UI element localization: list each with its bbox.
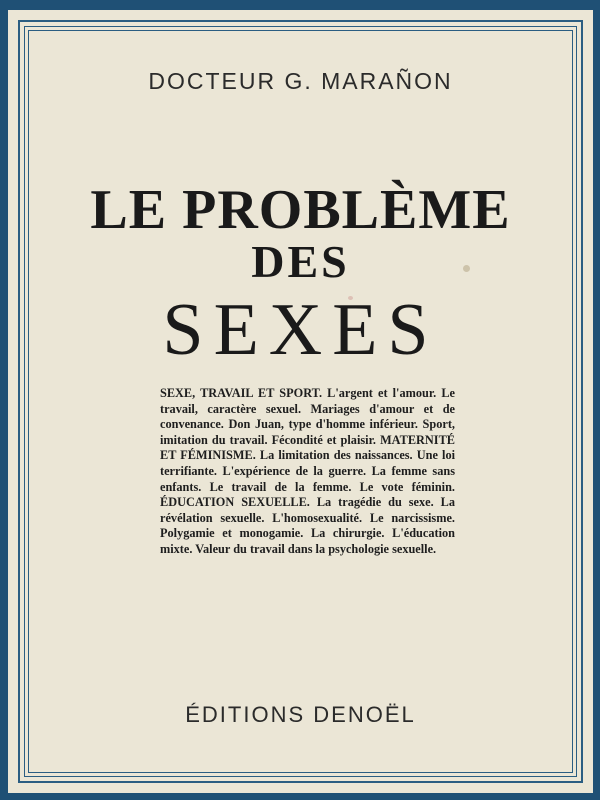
summary-text: La tragédie du sexe. La révélation sexuelle. L'homosexualité. Le narcissisme. Polygamie et monogamie. La chirurgie. L'éducation mixte. Valeur du travail dans la psychologie sexuelle. [160,495,455,556]
title-line-3: SEXES [162,289,439,371]
summary-heading: MATERNITÉ ET FÉMINISME. [160,432,455,463]
title-line-1: LE PROBLÈME [90,179,511,241]
contents-summary [160,386,455,558]
publisher-name: ÉDITIONS DENOËL [185,702,416,727]
summary-text: L'argent et l'amour. Le travail, caractère sexuel. Mariages d'amour et de convenance. Don Juan, type d'homme inférieur. Sport, imitation du travail. Fécondité et plaisir. [160,386,456,447]
title-line-2: DES [251,236,350,287]
author-name: DOCTEUR G. MARAÑON [148,68,453,94]
summary-heading: SEXE, TRAVAIL ET SPORT. [160,386,323,400]
summary-text: La limitation des naissances. Une loi terrifiante. L'expérience de la guerre. La femme sans enfants. Le travail de la femme. Le vote féminin. [160,448,456,494]
summary-heading: ÉDUCATION SEXUELLE. [160,495,310,510]
cover-paper [8,10,593,793]
